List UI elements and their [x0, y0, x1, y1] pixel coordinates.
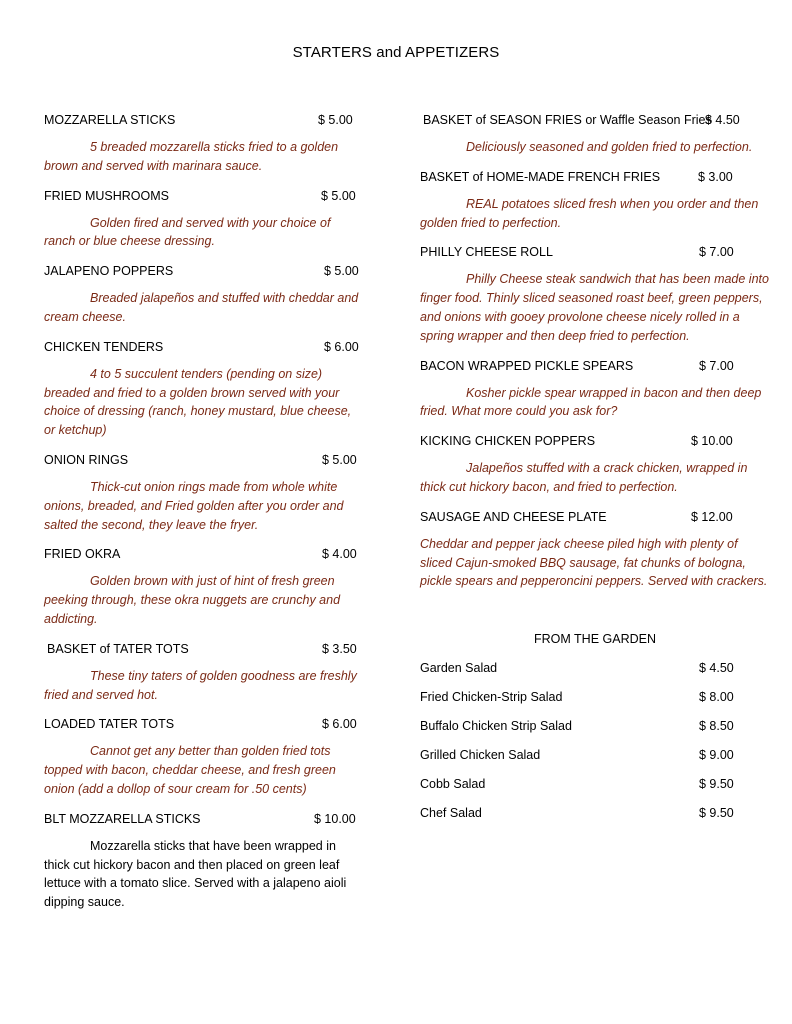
item-name: FRIED MUSHROOMS: [44, 188, 169, 203]
item-name: CHICKEN TENDERS: [44, 339, 164, 354]
item-description: Philly Cheese steak sandwich that has been made into finger food. Thinly sliced seasoned roast beef, green peppers, and onions with gooey provolone cheese nicely rolled in a spring wrapper and then deep fried to perfection.: [420, 272, 769, 343]
salad-name: Grilled Chicken Salad: [420, 748, 541, 763]
menu-item-fried-mushrooms: [44, 186, 364, 252]
salad-price: $ 8.50: [699, 719, 734, 734]
item-name: PHILLY CHEESE ROLL: [420, 245, 553, 260]
salad-item: [420, 774, 772, 794]
item-name: ONION RINGS: [44, 452, 129, 467]
menu-item-tater-tots: [44, 639, 364, 705]
page-title: STARTERS and APPETIZERS: [292, 44, 500, 61]
item-description: These tiny taters of golden goodness are freshly fried and served hot.: [44, 668, 357, 702]
item-name: LOADED TATER TOTS: [44, 717, 175, 732]
menu-item-chicken-poppers: [420, 431, 772, 497]
salad-item: [420, 658, 772, 678]
menu-item-sausage-cheese-plate: [420, 507, 772, 591]
item-name: FRIED OKRA: [44, 547, 121, 562]
item-description: Breaded jalapeños and stuffed with cheddar and cream cheese.: [44, 291, 359, 324]
menu-item-pickle-spears: [420, 356, 772, 422]
menu-item-philly-cheese-roll: [420, 242, 772, 345]
item-price: $ 6.00: [324, 339, 359, 354]
item-description: 5 breaded mozzarella sticks fried to a golden brown and served with marinara sauce.: [44, 140, 339, 173]
salad-name: Fried Chicken-Strip Salad: [420, 690, 563, 705]
salad-item: [420, 687, 772, 707]
salad-price: $ 8.00: [699, 690, 734, 705]
salad-item: [420, 716, 772, 736]
item-description: 4 to 5 succulent tenders (pending on size) breaded and fried to a golden brown served with your choice of dressing (ranch, honey mustard, blue cheese, or ketchup): [44, 366, 352, 438]
item-price: $ 3.00: [698, 169, 733, 184]
item-description: Cannot get any better than golden fried tots topped with bacon, cheddar cheese, and fresh green onion (add a dollop of sour cream for .50 cents): [44, 744, 336, 796]
salad-price: $ 4.50: [699, 661, 734, 676]
salad-name: Cobb Salad: [420, 777, 486, 792]
item-name: MOZZARELLA STICKS: [44, 113, 176, 127]
item-name: BASKET of TATER TOTS: [47, 641, 189, 656]
menu-item-onion-rings: [44, 450, 364, 534]
item-price: $ 6.00: [322, 717, 357, 732]
item-description: Deliciously seasoned and golden fried to perfection.: [466, 140, 753, 154]
item-price: $ 3.50: [322, 641, 357, 656]
item-price: $ 12.00: [691, 509, 733, 524]
salad-price: $ 9.50: [699, 777, 734, 792]
item-description: Cheddar and pepper jack cheese piled high with plenty of sliced Cajun-smoked BBQ sausage, fat chunks of bologna, pickle spears and pepperoncini peppers. Served with crackers.: [420, 536, 768, 589]
menu-item-blt-mozzarella-sticks: [44, 809, 364, 912]
item-name: KICKING CHICKEN POPPERS: [420, 434, 596, 449]
item-description: Thick-cut onion rings made from whole white onions, breaded, and Fried golden after you order and salted the second, they leave the fryer.: [44, 479, 344, 532]
item-price: $ 5.00: [321, 188, 356, 203]
menu-item-french-fries: [420, 167, 772, 233]
item-description: Golden brown with just of hint of fresh green peeking through, these okra nuggets are crunchy and addicting.: [44, 574, 341, 626]
salad-name: Buffalo Chicken Strip Salad: [420, 719, 572, 734]
salad-price: $ 9.00: [699, 748, 734, 763]
item-price: $ 7.00: [699, 358, 734, 373]
item-name: BACON WRAPPED PICKLE SPEARS: [420, 358, 634, 373]
menu-item-fried-okra: [44, 544, 364, 628]
item-name: BLT MOZZARELLA STICKS: [44, 811, 201, 826]
item-name: BASKET of SEASON FRIES or Waffle Season Fries: [423, 113, 712, 127]
item-price: $ 5.00: [322, 452, 357, 467]
item-price: $ 10.00: [314, 811, 356, 826]
salad-name: Garden Salad: [420, 661, 498, 676]
item-description: Golden fired and served with your choice of ranch or blue cheese dressing.: [44, 215, 331, 249]
menu-item-season-fries: [420, 110, 772, 157]
item-price: $ 10.00: [691, 434, 733, 449]
item-description: Kosher pickle spear wrapped in bacon and then deep fried. What more could you ask for?: [420, 385, 762, 419]
item-name: SAUSAGE AND CHEESE PLATE: [420, 509, 607, 524]
menu-item-jalapeno-poppers: [44, 261, 364, 327]
menu-item-loaded-tater-tots: [44, 714, 364, 798]
item-price: $ 4.00: [322, 547, 357, 562]
item-description: Jalapeños stuffed with a crack chicken, wrapped in thick cut hickory bacon, and fried to perfection.: [420, 461, 748, 494]
item-description: Mozzarella sticks that have been wrapped in thick cut hickory bacon and then placed on green leaf lettuce with a tomato slice. Served with a jalapeno aioli dipping sauce.: [44, 838, 347, 910]
right-column: [420, 110, 772, 823]
item-price: $ 5.00: [318, 113, 353, 127]
item-description: REAL potatoes sliced fresh when you order and then golden fried to perfection.: [420, 196, 759, 230]
item-price: $ 7.00: [699, 245, 734, 260]
salad-price: $ 9.50: [699, 806, 734, 821]
item-name: JALAPENO POPPERS: [44, 264, 174, 279]
salad-name: Chef Salad: [420, 806, 482, 821]
salad-item: [420, 803, 772, 823]
item-price: $ 5.00: [324, 264, 359, 279]
salad-item: [420, 745, 772, 765]
item-price: $ 4.50: [705, 113, 740, 127]
item-name: BASKET of HOME-MADE FRENCH FRIES: [420, 169, 661, 184]
garden-heading: FROM THE GARDEN: [534, 632, 656, 647]
left-column: [44, 110, 364, 922]
menu-item-chicken-tenders: [44, 337, 364, 440]
menu-item-mozzarella-sticks: [44, 110, 364, 176]
